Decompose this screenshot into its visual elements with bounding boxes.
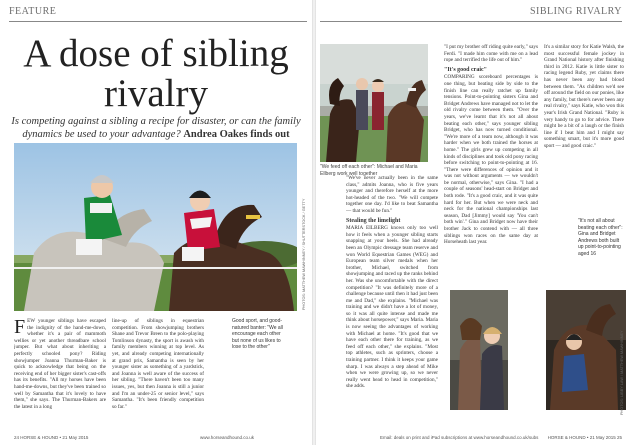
left-page bbox=[0, 0, 312, 445]
section-label-right: SIBLING RIVALRY bbox=[529, 6, 622, 17]
right-col2-intro: "I put my brother off riding quite early," says Ferdi. "I made him come with me on a lead rope and terrified the life out of him." bbox=[444, 44, 538, 64]
standfirst bbox=[10, 115, 302, 141]
right-page bbox=[316, 0, 630, 445]
right-footer-text: Email: deals on print and iPad subscriptions at www.horseandhound.co.uk/subs bbox=[380, 435, 539, 440]
left-photo-credit: PHOTOS: MATTHEW MAWHINNEY / SHUTTERSTOCK / GETTY bbox=[302, 198, 306, 310]
racing-photo-illustration bbox=[14, 143, 297, 311]
header-rule bbox=[9, 21, 307, 22]
right-body-column-3 bbox=[544, 44, 624, 212]
byline: Andrea Oakes finds out bbox=[183, 129, 290, 140]
subhead-good-craic: "It's good craic" bbox=[444, 66, 487, 73]
right-col1-intro: "We've never actually been in the same class," admits Joanna, who is five years younger and therefore herself at the more hot-headed of the two. "We will compete together one day. I'd like to beat Samantha — that would be fun." bbox=[346, 175, 438, 214]
left-url: www.horseandhound.co.uk bbox=[200, 435, 255, 440]
left-col1-text: EW younger siblings have escaped the indignity of the hand-me-down, whether it's a pair of mammoth wellies or yet another threadbare school jumper. But what about inheriting a perfectly schooled pony? Riding showjumper Joanna Thurman-Baker is quick to acknowledge that being on the receiving end of her bigger sister's cast-offs has its benefits. "All my horses have been hand-me-downs, but they've been trained so well by Samantha that it's lovely to have them," she says. The Thurman-Bakers are the latest in a long bbox=[14, 318, 106, 410]
top-photo-caption: "We feed off each other": Michael and Maria Ellberg work well together bbox=[320, 164, 418, 177]
header-rule-right bbox=[320, 21, 622, 22]
sisters-photo bbox=[450, 290, 508, 410]
left-col2-text: line-up of siblings in equestrian competition. From showjumping brothers Shane and Trevor Breen to the polo-playing Tomlinson dynasty, the sport is awash with family members winning at top level. As yet, and already competing internationally at grand prix, Samantha is seen by her younger sister as something of a yardstick, and Joanna is well aware of the success of her sibling. "There haven't been too many issues, yes, but then Joanna is still a junior and I'm an under-25 or senior level," says Samantha. "It's been friendly competition so far." bbox=[112, 318, 204, 410]
right-col1-body: MARIA EILBERG knows only too well how it feels when a younger sibling starts snapping at your heels. She had already been an Olympic dressage team reserve and won World Equestrian Games (WEG) and European team silver medals when her brother, Michael, switched from showjumping and raced up the ranks behind her. Was she uncomfortable with the direct competition? "It was definitely more of a challenge because until then it had just been me and Dad," she explains. "Michael was training and we didn't have a lot of money, so it was all quite intense and made me think about horsepower," says Maria. Maria is now seeing the advantages of working with Michael at home. "It's good that we have each other there for training, as we feed off each other," she explains. "Most top athletes, such as sprinters, choose a training partner. I think it keeps your game sharp. I was always a step ahead of Mike when we were growing up, so we never really went head to head in competition," she adds. bbox=[346, 225, 438, 390]
sisters-photo-illustration bbox=[450, 290, 508, 410]
left-folio: 24 HORSE & HOUND • 21 May 2015 bbox=[14, 435, 89, 440]
left-body-column-2 bbox=[112, 318, 204, 416]
side-quote: "It's not all about beating each other": Gina and Bridget Andrews both built up point-to-pointing aged 16 bbox=[578, 218, 623, 257]
jockey-horse-photo bbox=[546, 290, 626, 410]
drop-cap: F bbox=[14, 318, 26, 338]
left-body-column-1 bbox=[14, 318, 106, 416]
section-label: FEATURE bbox=[9, 6, 57, 17]
top-equestrian-photo bbox=[320, 44, 428, 162]
right-photo-credit: PHOTOS: LIBBY LAW / MATTHEW MAWHINNEY bbox=[620, 330, 624, 415]
right-col3-body: It's a similar story for Katie Walsh, the most successful female jockey in Grand National history after finishing third in 2012. Katie is little sister to racing legend Ruby, yet claims there has never been any bad blood between them. "As children we'd see off around the field on our ponies, like any family, but there's never been any real rivalry," says Katie, who won this year's Irish Grand National. "Ruby is very handy to go to for advice. There might be a bit of a laugh or the finish line if I beat him and I might say something smart, but it's more good sport — and good craic." bbox=[544, 44, 624, 149]
dressage-photo-illustration bbox=[320, 44, 428, 162]
subhead-stealing-limelight: Stealing the limelight bbox=[346, 217, 401, 224]
photo-note: Good sport, and good-natured banter: "We all encourage each other but none of us likes to lose to the other" bbox=[232, 318, 283, 350]
jockey-photo-illustration bbox=[546, 290, 626, 410]
right-col2-body: COMPARING scoreboard percentages is one thing, but beating side by side to the finish line can really ratchet up family tensions. Point-to-pointing sisters Gina and Bridget Andrews have managed not to let the old rivalry come between them. "Over the years, we've learnt that it's not all about beating each other," says younger sibling Bridget, who has now turned conditional. "We're more of a team now, although it was harder when we both trained the horses at home." The girls grew up competing in all kinds of disciplines and took old pony racing before switching to point-to-pointing at 16. "There were differences of opinion and it was not without arguments — we wouldn't be normal, otherwise," says Gina. "I had a couple of seasons' head-start on Bridget and both rode. "It's a good craic, and it was quite hard for her. But when we were neck and neck for the national championships last season, Dad [Jimmy] would say 'You can't both win'." Gina and Bridget now have their brother Jack to contend with — all three siblings won races on the same day at Horseheath last year. bbox=[444, 74, 538, 246]
right-folio: HORSE & HOUND • 21 May 2015 25 bbox=[547, 435, 622, 440]
headline: A dose of sibling rivalry bbox=[23, 32, 289, 115]
standfirst-text: Is competing against a sibling a recipe for disaster, or can the family dynamics be used to your advantage? bbox=[11, 116, 301, 140]
main-racing-photo bbox=[14, 143, 297, 311]
right-body-column-1 bbox=[346, 175, 438, 425]
